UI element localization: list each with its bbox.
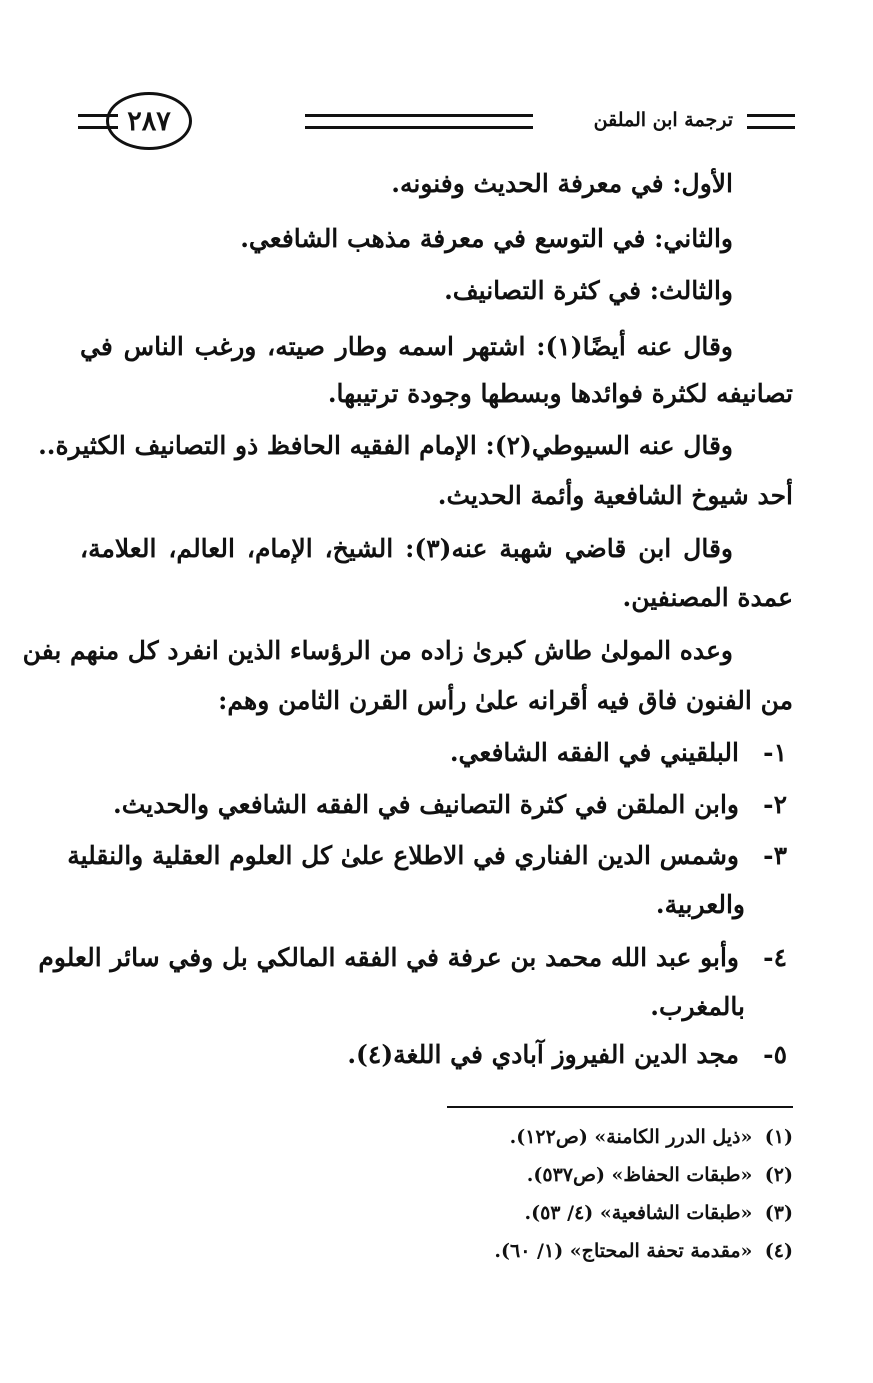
header-rule-middle [305, 114, 533, 129]
list-number: ٣- [763, 841, 787, 870]
body-line: وعده المولىٰ طاش كبرىٰ زاده من الرؤساء الذين انفرد كل منهم بفن [22, 636, 733, 665]
body-line: أحد شيوخ الشافعية وأئمة الحديث. [437, 481, 793, 510]
footnote-text: «طبقات الشافعية» (٤/ ٥٣). [524, 1202, 753, 1224]
body-line: والثاني: في التوسع في معرفة مذهب الشافعي. [240, 224, 733, 253]
body-line: وقال عنه السيوطي(٢): الإمام الفقيه الحافظ ذو التصانيف الكثيرة.. [38, 431, 733, 460]
list-text: البلقيني في الفقه الشافعي. [449, 738, 739, 767]
list-text: مجد الدين الفيروز آبادي في اللغة(٤). [347, 1040, 739, 1069]
list-text: وشمس الدين الفناري في الاطلاع علىٰ كل العلوم العقلية والنقلية [67, 841, 739, 870]
running-title: ترجمة ابن الملقن [593, 109, 733, 131]
footnote [510, 1123, 793, 1151]
footnote-number: (١) [764, 1126, 793, 1148]
body-line: والثالث: في كثرة التصانيف. [444, 276, 733, 305]
list-text: وأبو عبد الله محمد بن عرفة في الفقه المالكي بل وفي سائر العلوم [38, 943, 739, 972]
header-rule-left [78, 114, 118, 129]
body-line: وقال ابن قاضي شهبة عنه(٣): الشيخ، الإمام، العالم، العلامة، [80, 534, 733, 563]
footnote-text: «مقدمة تحفة المحتاج» (١/ ٦٠). [494, 1240, 753, 1262]
body-line: الأول: في معرفة الحديث وفنونه. [391, 169, 733, 198]
footnote [494, 1237, 793, 1265]
list-number: ٥- [763, 1040, 787, 1069]
footnote-number: (٤) [764, 1240, 793, 1262]
body-line: وقال عنه أيضًا(١): اشتهر اسمه وطار صيته، ورغب الناس في [80, 332, 733, 361]
footnote-text: «ذيل الدرر الكامنة» (ص١٢٢). [509, 1126, 753, 1148]
footnote [524, 1199, 793, 1227]
list-continuation: والعربية. [655, 890, 745, 919]
footnote-number: (٣) [764, 1202, 793, 1224]
footnote-text: «طبقات الحفاظ» (ص٥٣٧). [526, 1164, 753, 1186]
list-number: ٢- [763, 790, 787, 819]
list-continuation: بالمغرب. [650, 992, 745, 1021]
body-line: تصانيفه لكثرة فوائدها وبسطها وجودة ترتيبها. [327, 379, 793, 408]
footnote [527, 1161, 793, 1189]
header-rule-right [747, 114, 795, 129]
footnote-separator [447, 1106, 793, 1108]
list-number: ١- [763, 738, 787, 767]
list-number: ٤- [763, 943, 787, 972]
list-text: وابن الملقن في كثرة التصانيف في الفقه الشافعي والحديث. [112, 790, 739, 819]
footnote-number: (٢) [764, 1164, 793, 1186]
body-line: من الفنون فاق فيه أقرانه علىٰ رأس القرن الثامن وهم: [218, 686, 793, 715]
page-number: ٢٨٧ [106, 92, 192, 150]
body-line: عمدة المصنفين. [622, 583, 793, 612]
